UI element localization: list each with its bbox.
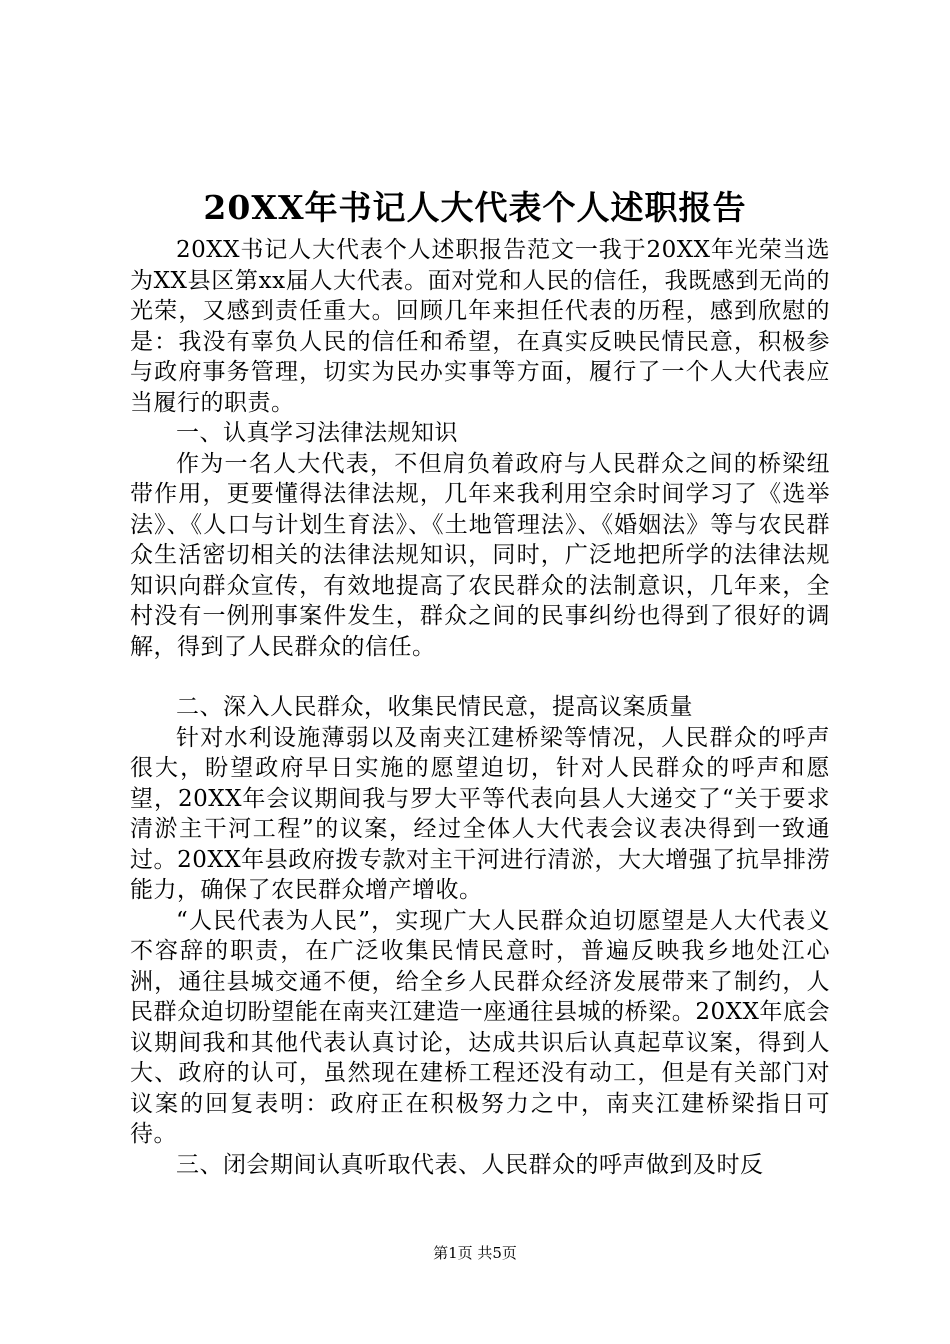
section-1-paragraph: 作为一名人大代表，不但肩负着政府与人民群众之间的桥梁纽带作用，更要懂得法律法规，几年来我利用空余时间学习了《选举法》、《人口与计划生育法》、《土地管理法》、《婚姻法》等与农民群众生活密切相关的法律法规知识，同时，广泛地把所学的法律法规知识向群众宣传，有效地提高了农民群众的法制意识，几年来，全村没有一例刑事案件发生，群众之间的民事纠纷也得到了很好的调解，得到了人民群众的信任。 [130,450,830,660]
document-body [130,235,830,1180]
section-heading-1: 一、认真学习法律法规知识 [176,420,458,446]
section-2-paragraph-2: “人民代表为人民”，实现广大人民群众迫切愿望是人大代表义不容辞的职责，在广泛收集民情民意时，普遍反映我乡地处江心洲，通往县城交通不便，给全乡人民群众经济发展带来了制约，人民群众迫切盼望能在南夹江建造一座通往县城的桥梁。20XX年底会议期间我和其他代表认真讨论，达成共识后认真起草议案，得到人大、政府的认可，虽然现在建桥工程还没有动工，但是有关部门对议案的回复表明：政府正在积极努力之中，南夹江建桥梁指日可待。 [130,907,830,1147]
section-heading-3: 三、闭会期间认真听取代表、人民群众的呼声做到及时反 [176,1151,764,1178]
document-title: 20XX年书记人大代表个人述职报告 [203,188,747,227]
section-heading-2: 二、深入人民群众，收集民情民意，提高议案质量 [176,694,693,720]
section-2-paragraph-1: 针对水利设施薄弱以及南夹江建桥梁等情况，人民群众的呼声很大，盼望政府早日实施的愿望迫切，针对人民群众的呼声和愿望，20XX年会议期间我与罗大平等代表向县人大递交了“关于要求清淤主干河工程”的议案，经过全体人大代表会议表决得到一致通过。20XX年县政府拨专款对主干河进行清淤，大大增强了抗旱排涝能力，确保了农民群众增产增收。 [130,724,830,903]
page-footer: 第1页 共5页 [433,1244,517,1262]
paragraph-gap [130,662,830,692]
intro-paragraph: 20XX书记人大代表个人述职报告范文一我于20XX年光荣当选为XX县区第xx届人大代表。面对党和人民的信任，我既感到无尚的光荣，又感到责任重大。回顾几年来担任代表的历程，感到欣慰的是：我没有辜负人民的信任和希望，在真实反映民情民意，积极参与政府事务管理，切实为民办实事等方面，履行了一个人大代表应当履行的职责。 [130,237,830,416]
